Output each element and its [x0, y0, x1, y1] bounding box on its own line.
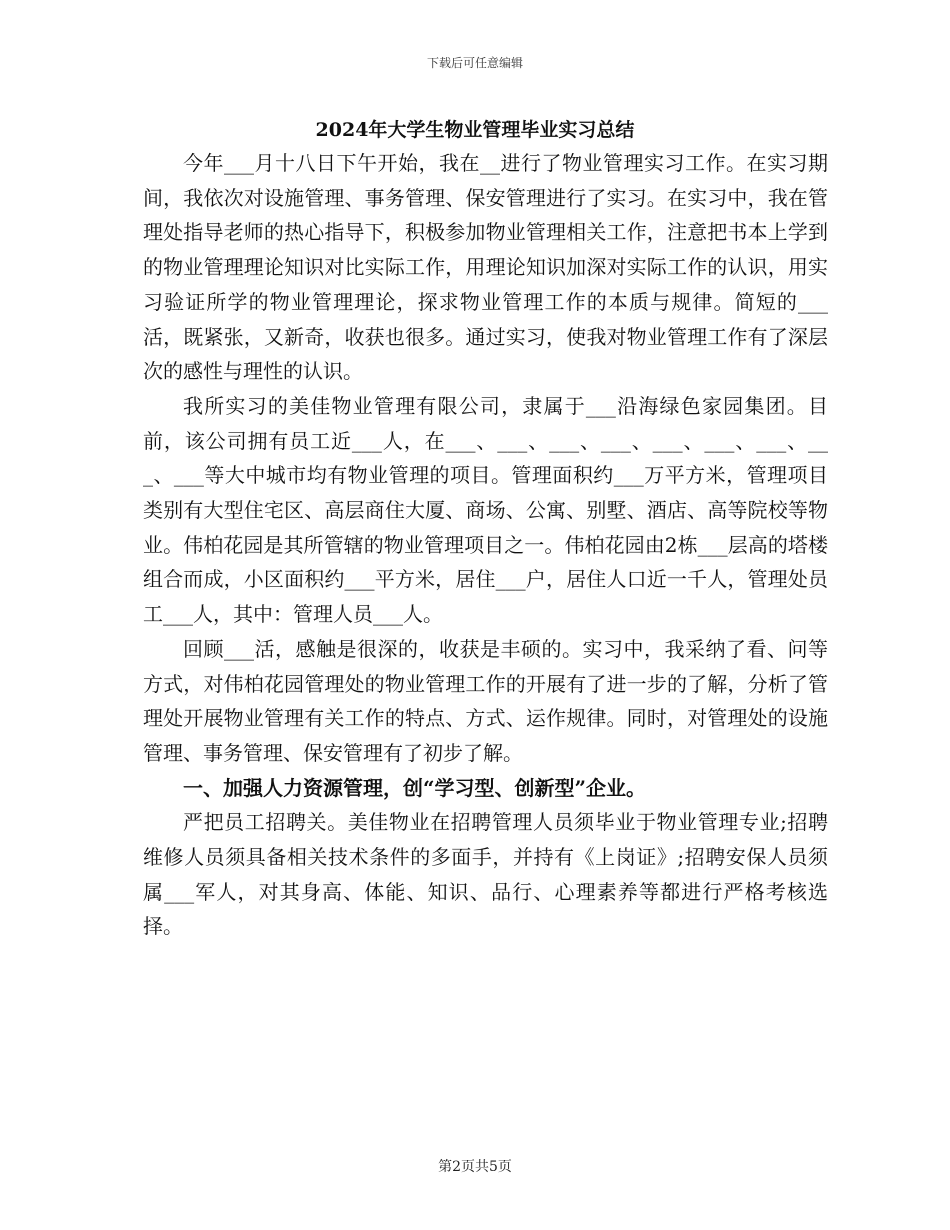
- paragraph-company: 我所实习的美佳物业管理有限公司，隶属于___沿海绿色家园集团。目前，该公司拥有员工近___人，在___、___、___、___、___、___、___、___、___等大中城市均有物业管理的项目。管理面积约___万平方米，管理项目类别有大型住宅区、高层商住大厦、商场、公寓、别墅、酒店、高等院校等物业。伟柏花园是其所管辖的物业管理项目之一。伟柏花园由2栋___层高的塔楼组合而成，小区面积约___平方米，居住___户，居住人口近一千人，管理处员工___人，其中：管理人员___人。: [143, 393, 828, 627]
- header-note: 下载后可任意编辑: [426, 56, 523, 70]
- paragraph-intro: 今年___月十八日下午开始，我在__进行了物业管理实习工作。在实习期间，我依次对设施管理、事务管理、保安管理进行了实习。在实习中，我在管理处指导老师的热心指导下，积极参加物业管理相关工作，注意把书本上学到的物业管理理论知识对比实际工作，用理论知识加深对实际工作的认识，用实习验证所学的物业管理理论，探求物业管理工作的本质与规律。简短的___活，既紧张，又新奇，收获也很多。通过实习，使我对物业管理工作有了深层次的感性与理性的认识。: [143, 151, 828, 384]
- document-title: 2024年大学生物业管理毕业实习总结: [315, 119, 635, 141]
- paragraph-review: 回顾___活，感触是很深的，收获是丰硕的。实习中，我采纳了看、问等方式，对伟柏花园管理处的物业管理工作的开展有了进一步的了解，分析了管理处开展物业管理有关工作的特点、方式、运作规律。同时，对管理处的设施管理、事务管理、保安管理有了初步了解。: [143, 636, 828, 765]
- paragraph-recruitment: 严把员工招聘关。美佳物业在招聘管理人员须毕业于物业管理专业;招聘维修人员须具备相关技术条件的多面手，并持有《上岗证》;招聘安保人员须属___军人，对其身高、体能、知识、品行、心理素养等都进行严格考核选择。: [143, 810, 828, 939]
- document-body: [143, 146, 828, 944]
- page-number: 第2页共5页: [438, 1159, 512, 1175]
- section-heading-1: 一、加强人力资源管理，创“学习型、创新型”企业。: [183, 775, 647, 800]
